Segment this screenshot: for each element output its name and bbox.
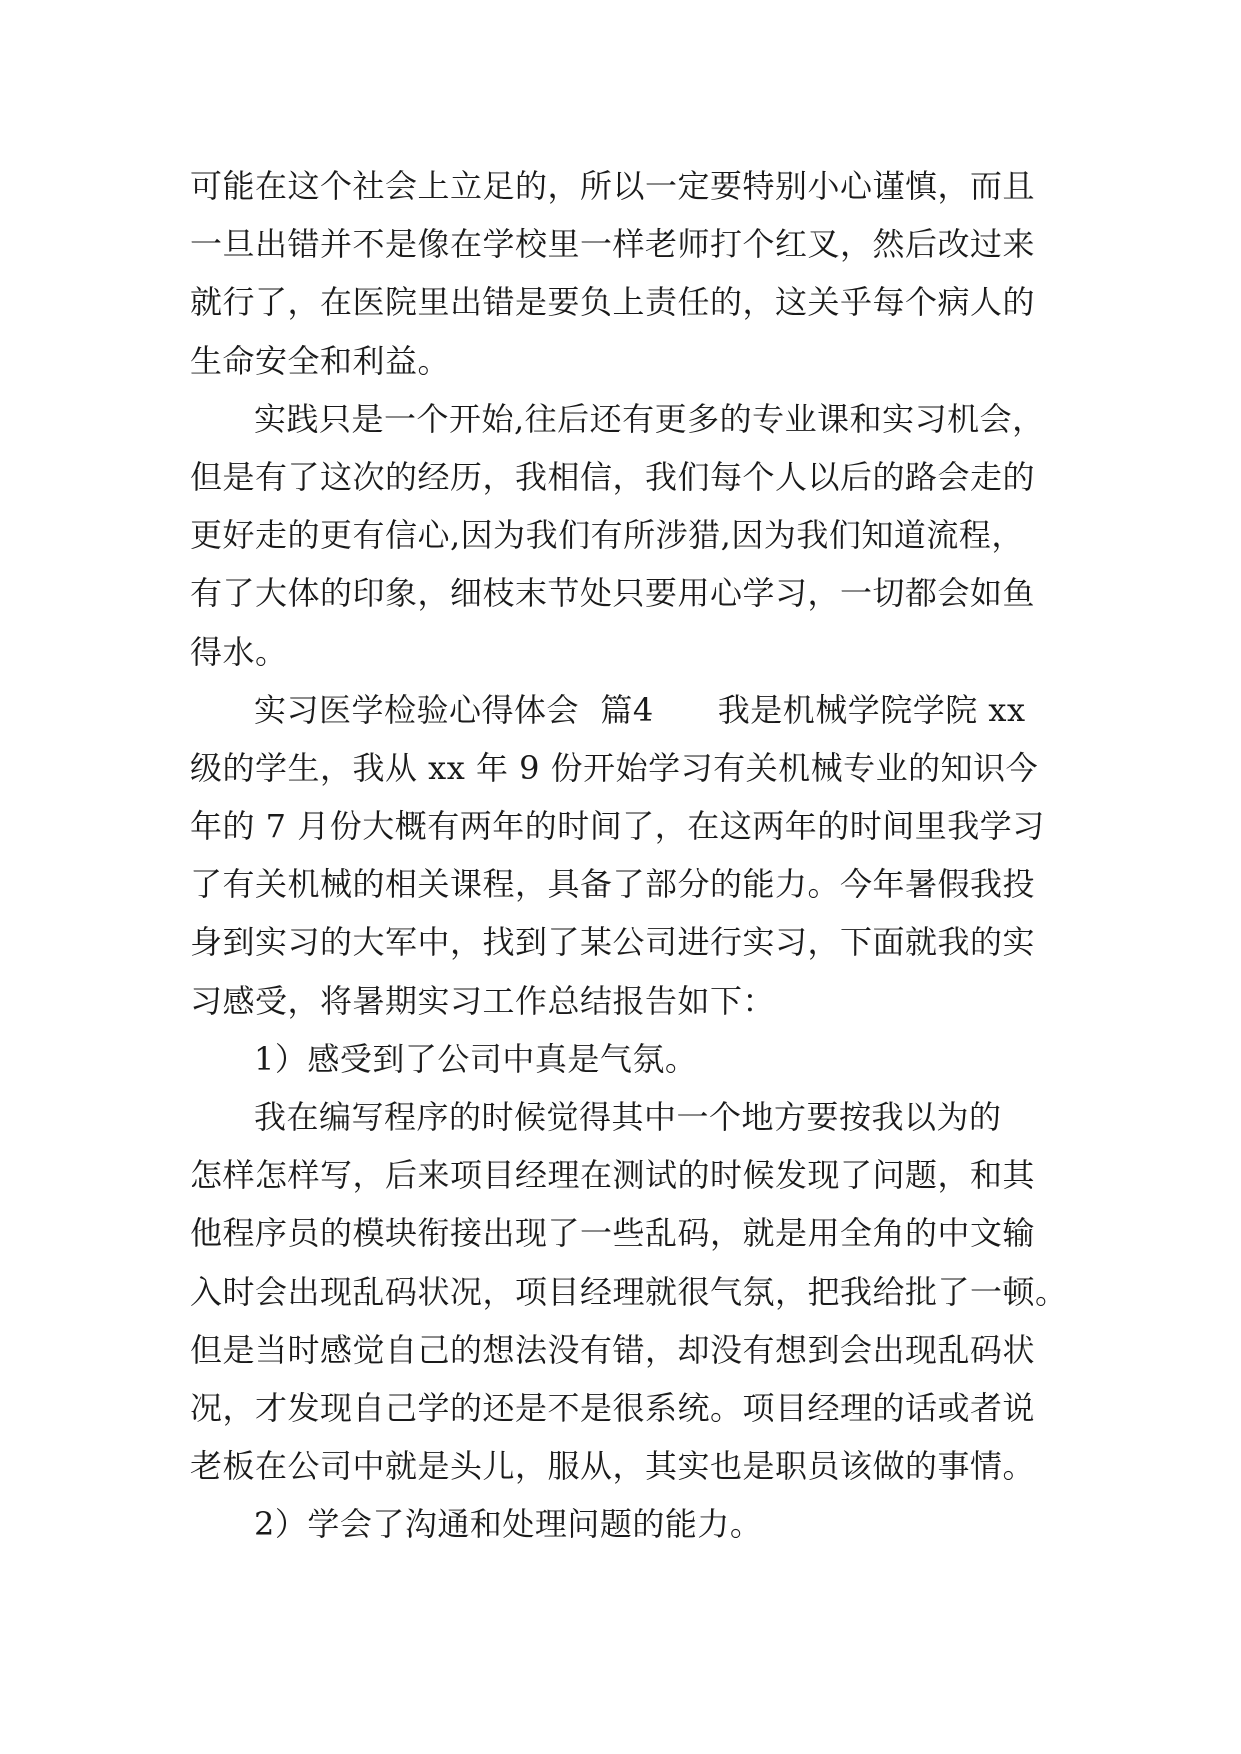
text-line: 习感受，将暑期实习工作总结报告如下： bbox=[190, 981, 776, 1020]
list-item-heading-1: 1）感受到了公司中真是气氛。 bbox=[254, 1039, 698, 1078]
list-item-heading-2: 2）学会了沟通和处理问题的能力。 bbox=[254, 1505, 763, 1544]
text-line: 了有关机械的相关课程，具备了部分的能力。今年暑假我投 bbox=[190, 865, 1036, 904]
text-line: 况，才发现自己学的还是不是很系统。项目经理的话或者说 bbox=[190, 1388, 1036, 1427]
text-line: 他程序员的模块衔接出现了一些乱码，就是用全角的中文输 bbox=[190, 1214, 1036, 1253]
text-line: 就行了，在医院里出错是要负上责任的，这关乎每个病人的 bbox=[190, 283, 1036, 322]
text-line: 但是有了这次的经历，我相信，我们每个人以后的路会走的 bbox=[190, 457, 1036, 496]
paragraph-start-line: 实践只是一个开始,往后还有更多的专业课和实习机会， bbox=[254, 399, 1045, 438]
text-line: 怎样怎样写，后来项目经理在测试的时候发现了问题，和其 bbox=[190, 1156, 1036, 1195]
paragraph-start-line: 我在编写程序的时候觉得其中一个地方要按我以为的 bbox=[254, 1098, 1002, 1136]
section-heading-line: 实习医学检验心得体会 篇4 我是机械学院学院 xx bbox=[254, 690, 1026, 729]
text-line: 更好走的更有信心,因为我们有所涉猎,因为我们知道流程， bbox=[190, 516, 1024, 555]
text-line: 可能在这个社会上立足的，所以一定要特别小心谨慎，而且 bbox=[190, 167, 1036, 205]
text-line: 但是当时感觉自己的想法没有错，却没有想到会出现乱码状 bbox=[190, 1330, 1036, 1369]
text-line: 身到实习的大军中，找到了某公司进行实习，下面就我的实 bbox=[190, 923, 1036, 962]
document-body bbox=[190, 157, 1068, 1554]
text-line: 级的学生，我从 xx 年 9 份开始学习有关机械专业的知识今 bbox=[190, 748, 1039, 787]
text-line: 入时会出现乱码状况，项目经理就很气氛，把我给批了一顿。 bbox=[190, 1272, 1068, 1311]
text-line: 得水。 bbox=[190, 632, 288, 671]
text-line: 老板在公司中就是头儿，服从，其实也是职员该做的事情。 bbox=[190, 1447, 1036, 1486]
text-line: 有了大体的印象，细枝末节处只要用心学习，一切都会如鱼 bbox=[190, 574, 1036, 613]
text-line: 一旦出错并不是像在学校里一样老师打个红叉，然后改过来 bbox=[190, 225, 1036, 264]
text-line: 年的 7 月份大概有两年的时间了，在这两年的时间里我学习 bbox=[190, 807, 1045, 846]
text-line: 生命安全和利益。 bbox=[190, 341, 451, 380]
